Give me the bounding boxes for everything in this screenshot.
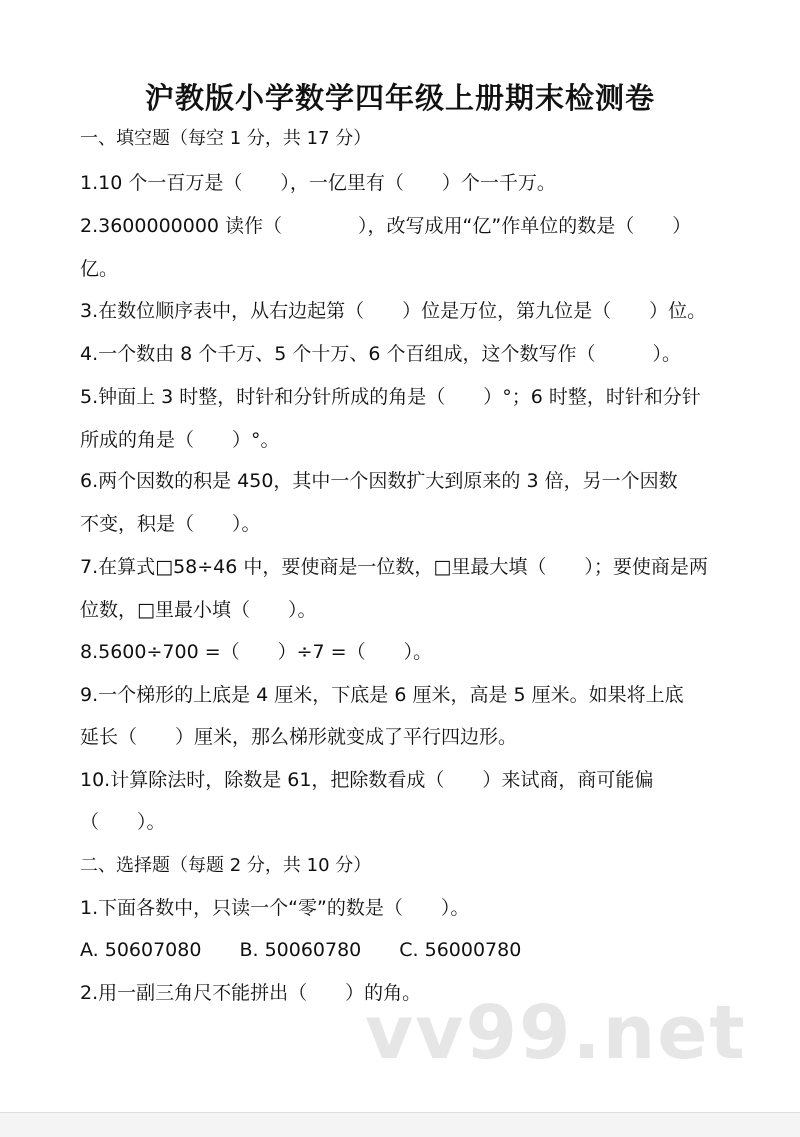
question-8: 8.5600÷700 =（ ）÷7 =（ ）。 bbox=[80, 641, 433, 663]
page-title: 沪教版小学数学四年级上册期末检测卷 bbox=[144, 81, 655, 115]
question-9-line-2: 延长（ ）厘米，那么梯形就变成了平行四边形。 bbox=[80, 726, 518, 748]
question-5-line-2: 所成的角是（ ）°。 bbox=[80, 429, 280, 451]
choice-question-1-options: A. 50607080 B. 50060780 C. 56000780 bbox=[80, 939, 522, 961]
question-2-line-1: 2.3600000000 读作（ ），改写成用“亿”作单位的数是（ ） bbox=[80, 215, 692, 237]
question-3: 3.在数位顺序表中，从右边起第（ ）位是万位，第九位是（ ）位。 bbox=[80, 300, 707, 322]
choice-question-2: 2.用一副三角尺不能拼出（ ）的角。 bbox=[80, 982, 422, 1004]
question-1: 1.10 个一百万是（ ），一亿里有（ ）个一千万。 bbox=[80, 172, 556, 194]
question-2-line-2: 亿。 bbox=[80, 258, 119, 280]
question-4: 4.一个数由 8 个千万、5 个十万、6 个百组成，这个数写作（ ）。 bbox=[80, 343, 682, 365]
question-7-line-2: 位数，□里最小填（ ）。 bbox=[80, 599, 317, 621]
question-10-line-1: 10.计算除法时，除数是 61，把除数看成（ ）来试商，商可能偏 bbox=[80, 769, 654, 791]
question-7-line-1: 7.在算式□58÷46 中，要使商是一位数，□里最大填（ ）；要使商是两 bbox=[80, 556, 708, 578]
question-6-line-2: 不变，积是（ ）。 bbox=[80, 513, 261, 535]
question-5-line-1: 5.钟面上 3 时整，时针和分针所成的角是（ ）°；6 时整，时针和分针 bbox=[80, 386, 701, 408]
section-fill-blank-heading: 一、填空题（每空 1 分，共 17 分） bbox=[80, 128, 372, 149]
question-10-line-2: （ ）。 bbox=[80, 811, 166, 833]
watermark: vv99.net bbox=[365, 990, 747, 1076]
question-6-line-1: 6.两个因数的积是 450，其中一个因数扩大到原来的 3 倍，另一个因数 bbox=[80, 470, 678, 492]
question-9-line-1: 9.一个梯形的上底是 4 厘米，下底是 6 厘米，高是 5 厘米。如果将上底 bbox=[80, 684, 684, 706]
section-choice-heading: 二、选择题（每题 2 分，共 10 分） bbox=[80, 855, 372, 876]
choice-question-1: 1.下面各数中，只读一个“零”的数是（ ）。 bbox=[80, 897, 470, 919]
